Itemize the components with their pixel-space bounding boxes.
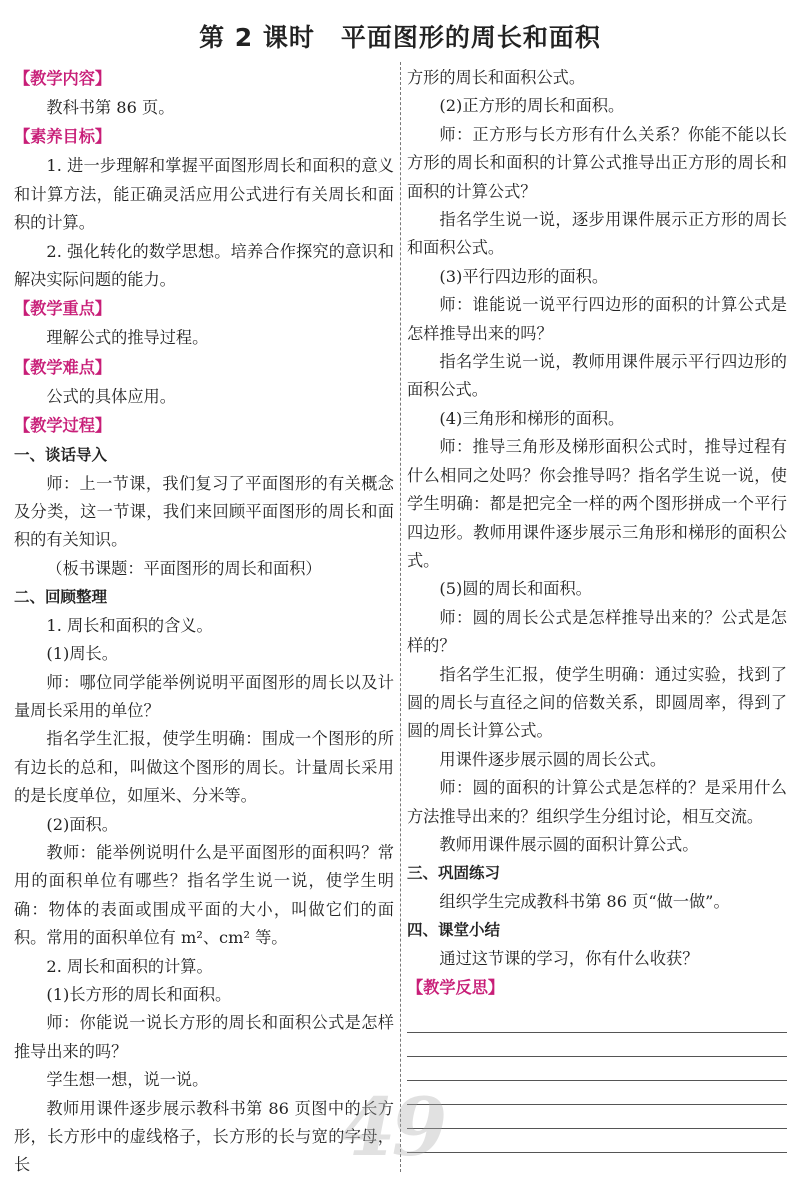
- paragraph: 教师用课件展示圆的面积计算公式。: [439, 834, 699, 854]
- paragraph: (2)正方形的周长和面积。: [439, 96, 625, 116]
- paragraph: 师：正方形与长方形有什么关系？你能不能以长方形的周长和面积的计算公式推导出正方形的周长和面积的计算公式？: [407, 124, 787, 201]
- paragraph: 师：上一节课，我们复习了平面图形的有关概念及分类，这一节课，我们来回顾平面图形的周长和面积的有关知识。: [14, 473, 394, 550]
- paragraph-continued: 方形的周长和面积公式。: [407, 68, 586, 87]
- step-heading: 三、巩固练习: [407, 864, 501, 883]
- paragraph: 1. 周长和面积的含义。: [46, 615, 213, 635]
- section-heading: 【素养目标】: [14, 127, 112, 147]
- paragraph: （板书课题：平面图形的周长和面积）: [46, 558, 322, 578]
- paragraph: 师：谁能说一说平行四边形的面积的计算公式是怎样推导出来的吗？: [407, 295, 787, 343]
- paragraph: (1)周长。: [46, 644, 118, 664]
- paragraph: 2. 强化转化的数学思想。培养合作探究的意识和解决实际问题的能力。: [14, 241, 394, 290]
- section-heading: 【教学反思】: [407, 978, 505, 997]
- paragraph: (2)面积。: [46, 814, 118, 834]
- paragraph: 教师用课件逐步展示教科书第 86 页图中的长方形，长方形中的虚线格子，长方形的长与宽的字母，长: [14, 1098, 394, 1175]
- section-heading: 【教学难点】: [14, 357, 112, 377]
- right-column: [407, 64, 787, 1153]
- page-title: 第 2 课时 平面图形的周长和面积: [199, 23, 601, 52]
- paragraph: 1. 进一步理解和掌握平面图形周长和面积的意义和计算方法，能正确灵活应用公式进行有关周长和面积的计算。: [14, 156, 394, 233]
- section-heading: 【教学内容】: [14, 69, 112, 88]
- paragraph: 理解公式的推导过程。: [46, 328, 209, 348]
- paragraph: 通过这节课的学习，你有什么收获？: [439, 948, 699, 968]
- paragraph: (5)圆的周长和面积。: [439, 579, 592, 599]
- paragraph: 用课件逐步展示圆的周长公式。: [439, 749, 667, 769]
- left-column: [14, 64, 394, 1180]
- paragraph: (3)平行四边形的面积。: [439, 266, 609, 286]
- paragraph: 指名学生汇报，使学生明确：通过实验，找到了圆的周长与直径之间的倍数关系，即圆周率，得到了圆的周长计算公式。: [407, 664, 787, 741]
- page-number: 49: [340, 1080, 444, 1174]
- section-heading: 【教学过程】: [14, 416, 112, 436]
- answer-line[interactable]: [407, 1129, 787, 1153]
- answer-line[interactable]: [407, 1009, 787, 1033]
- step-heading: 四、课堂小结: [407, 921, 501, 940]
- reflection-answer-lines[interactable]: [407, 1009, 787, 1153]
- paragraph: 师：圆的周长公式是怎样推导出来的？公式是怎样的？: [407, 607, 787, 656]
- column-divider: [400, 62, 401, 1172]
- step-heading: 一、谈话导入: [14, 446, 108, 465]
- paragraph: 指名学生说一说，教师用课件展示平行四边形的面积公式。: [407, 352, 787, 400]
- paragraph: 教师：能举例说明什么是平面图形的面积吗？常用的面积单位有哪些？指名学生说一说，使学生明确：物体的表面或围成平面的大小，叫做它们的面积。常用的面积单位有 m²、cm² 等。: [14, 842, 394, 948]
- paragraph: 师：你能说一说长方形的周长和面积公式是怎样推导出来的吗？: [14, 1013, 394, 1061]
- paragraph: 师：推导三角形及梯形面积公式时，推导过程有什么相同之处吗？你会推导吗？指名学生说一说，使学生明确：都是把完全一样的两个图形拼成一个平行四边形。教师用课件逐步展示三角形和梯形的面积公式。: [407, 437, 787, 570]
- paragraph: 教科书第 86 页。: [46, 98, 175, 117]
- paragraph: 指名学生说一说，逐步用课件展示正方形的周长和面积公式。: [407, 210, 787, 258]
- paragraph: 公式的具体应用。: [46, 386, 176, 406]
- step-heading: 二、回顾整理: [14, 588, 108, 607]
- answer-line[interactable]: [407, 1081, 787, 1105]
- answer-line[interactable]: [407, 1057, 787, 1081]
- paragraph: (4)三角形和梯形的面积。: [439, 408, 625, 428]
- paragraph: (1)长方形的周长和面积。: [46, 984, 232, 1004]
- paragraph: 师：哪位同学能举例说明平面图形的周长以及计量周长采用的单位？: [14, 672, 394, 720]
- paragraph: 组织学生完成教科书第 86 页“做一做”。: [439, 891, 730, 911]
- answer-line[interactable]: [407, 1105, 787, 1129]
- paragraph: 师：圆的面积的计算公式是怎样的？是采用什么方法推导出来的？组织学生分组讨论，相互交流。: [407, 778, 787, 826]
- paragraph: 学生想一想，说一说。: [46, 1070, 209, 1090]
- paragraph: 2. 周长和面积的计算。: [46, 956, 213, 976]
- paragraph: 指名学生汇报，使学生明确：围成一个图形的所有边长的总和，叫做这个图形的周长。计量周长采用的是长度单位，如厘米、分米等。: [14, 729, 394, 806]
- answer-line[interactable]: [407, 1033, 787, 1057]
- section-heading: 【教学重点】: [14, 299, 112, 319]
